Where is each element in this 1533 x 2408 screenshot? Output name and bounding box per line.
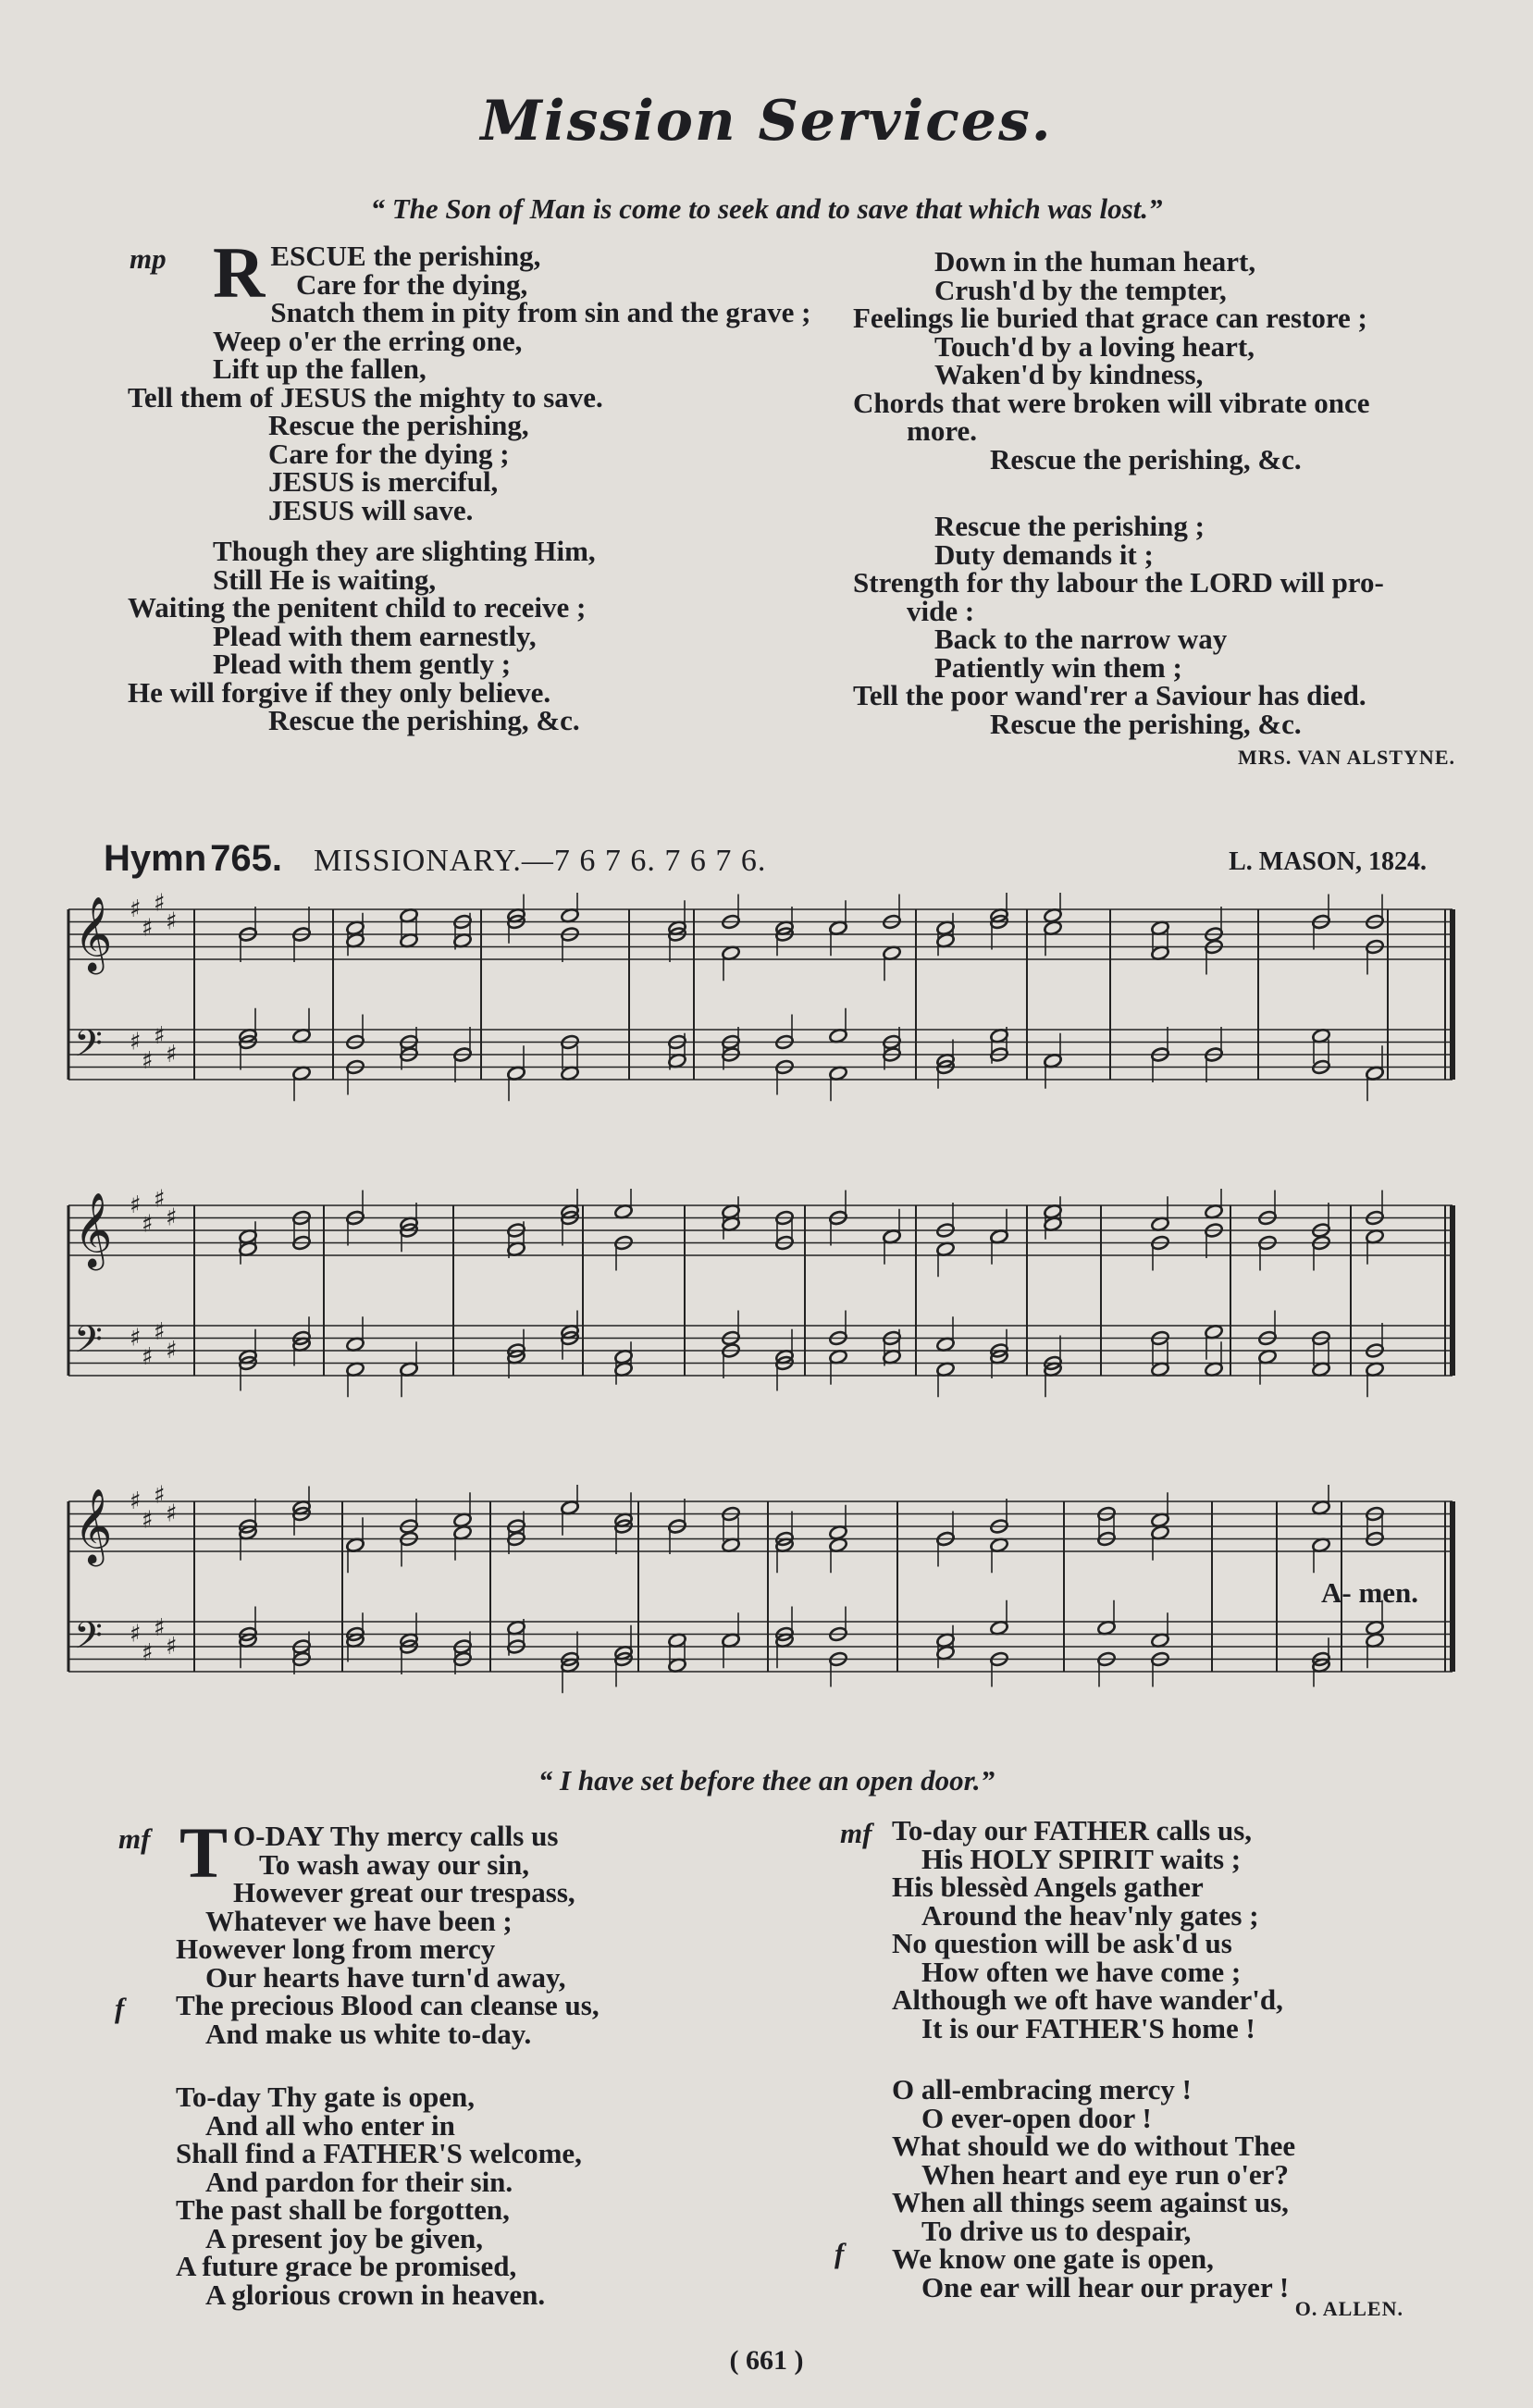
hymn-header xyxy=(104,838,766,880)
verse-line: One ear will hear our prayer ! xyxy=(921,2270,1290,2303)
dynamic-f: f xyxy=(115,1992,125,2024)
verse-line: Touch'd by a loving heart, xyxy=(934,329,1255,363)
verse-line: Plead with them gently ; xyxy=(213,648,512,680)
sharp-sign: ♯ xyxy=(154,1485,166,1510)
drop-cap: R xyxy=(213,232,266,313)
verse-line: Though they are slighting Him, xyxy=(213,535,596,567)
verse-line: A present joy be given, xyxy=(205,2221,483,2254)
sharp-sign: ♯ xyxy=(154,1021,166,1050)
dynamic-mf: mf xyxy=(118,1822,151,1855)
sharp-sign: ♯ xyxy=(130,1192,142,1219)
verse-line: And all who enter in xyxy=(205,2108,455,2142)
verse-line: Our hearts have turn'd away, xyxy=(205,1960,566,1994)
verse-line: more. xyxy=(907,414,978,447)
author-credit-1: MRS. VAN ALSTYNE. xyxy=(1237,746,1455,769)
sharp-sign: ♯ xyxy=(166,1337,178,1365)
verse-line: JESUS is merciful, xyxy=(268,465,499,498)
epigraph-2: “ I have set before thee an open door.” xyxy=(538,1764,995,1797)
verse-line: Whatever we have been ; xyxy=(205,1904,513,1937)
verse-line: O all-embracing mercy ! xyxy=(892,2073,1192,2105)
verse-line: Care for the dying, xyxy=(296,267,528,301)
sharp-sign: ♯ xyxy=(130,1620,142,1649)
tune-name: MISSIONARY.—7 6 7 6. 7 6 7 6. xyxy=(314,844,767,878)
music-system-1 xyxy=(65,893,1466,1142)
verse-line: His HOLY SPIRIT waits ; xyxy=(921,1842,1242,1875)
treble-clef: 𝄞 xyxy=(74,895,113,971)
verse-line: To-day our FATHER calls us, xyxy=(892,1814,1253,1846)
sharp-sign: ♯ xyxy=(142,1506,154,1535)
verse-line: Back to the narrow way xyxy=(934,623,1228,655)
verse-line: It is our FATHER'S home ! xyxy=(921,2011,1255,2044)
verse-line: However long from mercy xyxy=(176,1933,496,1965)
verse-line: Down in the human heart, xyxy=(934,245,1256,278)
sharp-sign: ♯ xyxy=(142,1342,154,1371)
verse-line: Still He is waiting, xyxy=(213,562,437,596)
verse-line: Waiting the penitent child to receive ; xyxy=(128,591,587,624)
verse-line: Crush'd by the tempter, xyxy=(934,273,1227,306)
amen-lyric: A- men. xyxy=(1321,1576,1419,1609)
verse-line: Weep o'er the erring one, xyxy=(213,324,523,357)
verse-line: Rescue the perishing, &c. xyxy=(990,707,1302,740)
dynamic-mf-2: mf xyxy=(840,1817,872,1849)
verse-line: vide : xyxy=(907,594,975,627)
bass-clef: 𝄢 xyxy=(74,1022,103,1074)
sharp-sign: ♯ xyxy=(130,895,142,923)
sharp-sign: ♯ xyxy=(130,1028,142,1056)
verse-line: Tell them of JESUS the mighty to save. xyxy=(128,380,603,414)
sharp-sign: ♯ xyxy=(142,1210,154,1239)
verse-line: Rescue the perishing, &c. xyxy=(990,442,1302,475)
sharp-sign: ♯ xyxy=(130,1488,142,1515)
dynamic-mp: mp xyxy=(130,242,167,275)
verse-line: Rescue the perishing ; xyxy=(934,510,1205,542)
hymn-2-right-column xyxy=(892,1814,1465,2303)
verse-line: And make us white to-day. xyxy=(205,2017,532,2050)
verse-line: Care for the dying ; xyxy=(268,437,510,470)
sharp-sign: ♯ xyxy=(142,1046,154,1075)
hymn-1-right-column xyxy=(853,245,1482,740)
verse-line: Strength for thy labour the LORD will pro- xyxy=(853,566,1384,599)
hymn-label: Hymn xyxy=(104,838,207,879)
hymn-1-left-column xyxy=(128,232,811,736)
composer: L. MASON, 1824. xyxy=(1229,847,1427,876)
verse-line: And pardon for their sin. xyxy=(205,2165,513,2198)
hymn-2-left-column xyxy=(176,1812,749,2311)
verse-line: A future grace be promised, xyxy=(176,2250,517,2282)
verse-line: Tell the poor wand'rer a Saviour has died. xyxy=(853,679,1366,711)
verse-line: Duty demands it ; xyxy=(934,537,1154,571)
treble-clef: 𝄞 xyxy=(74,1192,113,1267)
sharp-sign: ♯ xyxy=(166,1041,178,1068)
sharp-sign: ♯ xyxy=(130,1324,142,1352)
sharp-sign: ♯ xyxy=(166,1204,178,1232)
verse-line: Plead with them earnestly, xyxy=(213,619,537,652)
treble-clef: 𝄞 xyxy=(74,1488,113,1563)
author-credit-2: O. ALLEN. xyxy=(1294,2297,1403,2320)
verse-line: To-day Thy gate is open, xyxy=(176,2081,476,2113)
verse-line: Waken'd by kindness, xyxy=(934,358,1204,390)
sharp-sign: ♯ xyxy=(154,1317,166,1346)
epigraph-1: “ The Son of Man is come to seek and to save that which was lost.” xyxy=(370,192,1163,225)
page-number: ( 661 ) xyxy=(729,2345,804,2376)
verse-line: When heart and eye run o'er? xyxy=(921,2157,1289,2191)
bass-clef: 𝄢 xyxy=(74,1318,103,1370)
verse-line: No question will be ask'd us xyxy=(892,1927,1232,1959)
verse-line: The past shall be forgotten, xyxy=(176,2193,510,2226)
sharp-sign: ♯ xyxy=(154,1613,166,1642)
verse-line: To wash away our sin, xyxy=(259,1847,530,1881)
verse-line: Snatch them in pity from sin and the grave ; xyxy=(270,296,811,328)
verse-line: T O-DAY Thy mercy calls us xyxy=(179,1812,559,1893)
sharp-sign: ♯ xyxy=(166,1500,178,1528)
verse-line: Feelings lie buried that grace can restore ; xyxy=(853,302,1367,334)
dynamic-f-2: f xyxy=(834,2237,845,2269)
sharp-sign: ♯ xyxy=(142,914,154,943)
drop-cap: T xyxy=(179,1812,229,1893)
music-system-3 xyxy=(65,1485,1466,1735)
verse-line: Lift up the fallen, xyxy=(213,352,427,385)
verse-line: Around the heav'nly gates ; xyxy=(921,1898,1259,1932)
verse-line: RESCUE the perishing, xyxy=(213,232,541,313)
verse-line: How often we have come ; xyxy=(921,1955,1242,1988)
verse-line: JESUS will save. xyxy=(268,493,474,526)
sharp-sign: ♯ xyxy=(142,1638,154,1667)
verse-line: A glorious crown in heaven. xyxy=(205,2278,546,2311)
verse-line: We know one gate is open, xyxy=(892,2242,1214,2275)
sharp-sign: ♯ xyxy=(154,893,166,918)
sharp-sign: ♯ xyxy=(166,1633,178,1661)
verse-line: O ever-open door ! xyxy=(921,2101,1152,2134)
verse-line: Rescue the perishing, &c. xyxy=(268,704,580,736)
verse-line: Chords that were broken will vibrate once xyxy=(853,386,1370,419)
bass-clef: 𝄢 xyxy=(74,1614,103,1666)
verse-line: However great our trespass, xyxy=(233,1876,575,1908)
verse-line: When all things seem against us, xyxy=(892,2186,1289,2218)
verse-line: What should we do without Thee xyxy=(892,2130,1296,2162)
verse-line: Rescue the perishing, xyxy=(268,409,529,441)
sharp-sign: ♯ xyxy=(166,908,178,936)
verse-line: To drive us to despair, xyxy=(921,2214,1192,2247)
sharp-sign: ♯ xyxy=(154,1189,166,1214)
verse-line: Patiently win them ; xyxy=(934,650,1182,684)
verse-line: His blessèd Angels gather xyxy=(892,1871,1204,1903)
verse-line: He will forgive if they only believe. xyxy=(128,675,551,709)
page-title: Mission Services. xyxy=(480,89,1053,154)
music-system-2 xyxy=(65,1189,1466,1439)
verse-line: Although we oft have wander'd, xyxy=(892,1983,1283,2016)
verse-line: The precious Blood can cleanse us, xyxy=(176,1989,600,2021)
verse-line: Shall find a FATHER'S welcome, xyxy=(176,2137,582,2169)
hymn-number: 765. xyxy=(210,838,282,879)
